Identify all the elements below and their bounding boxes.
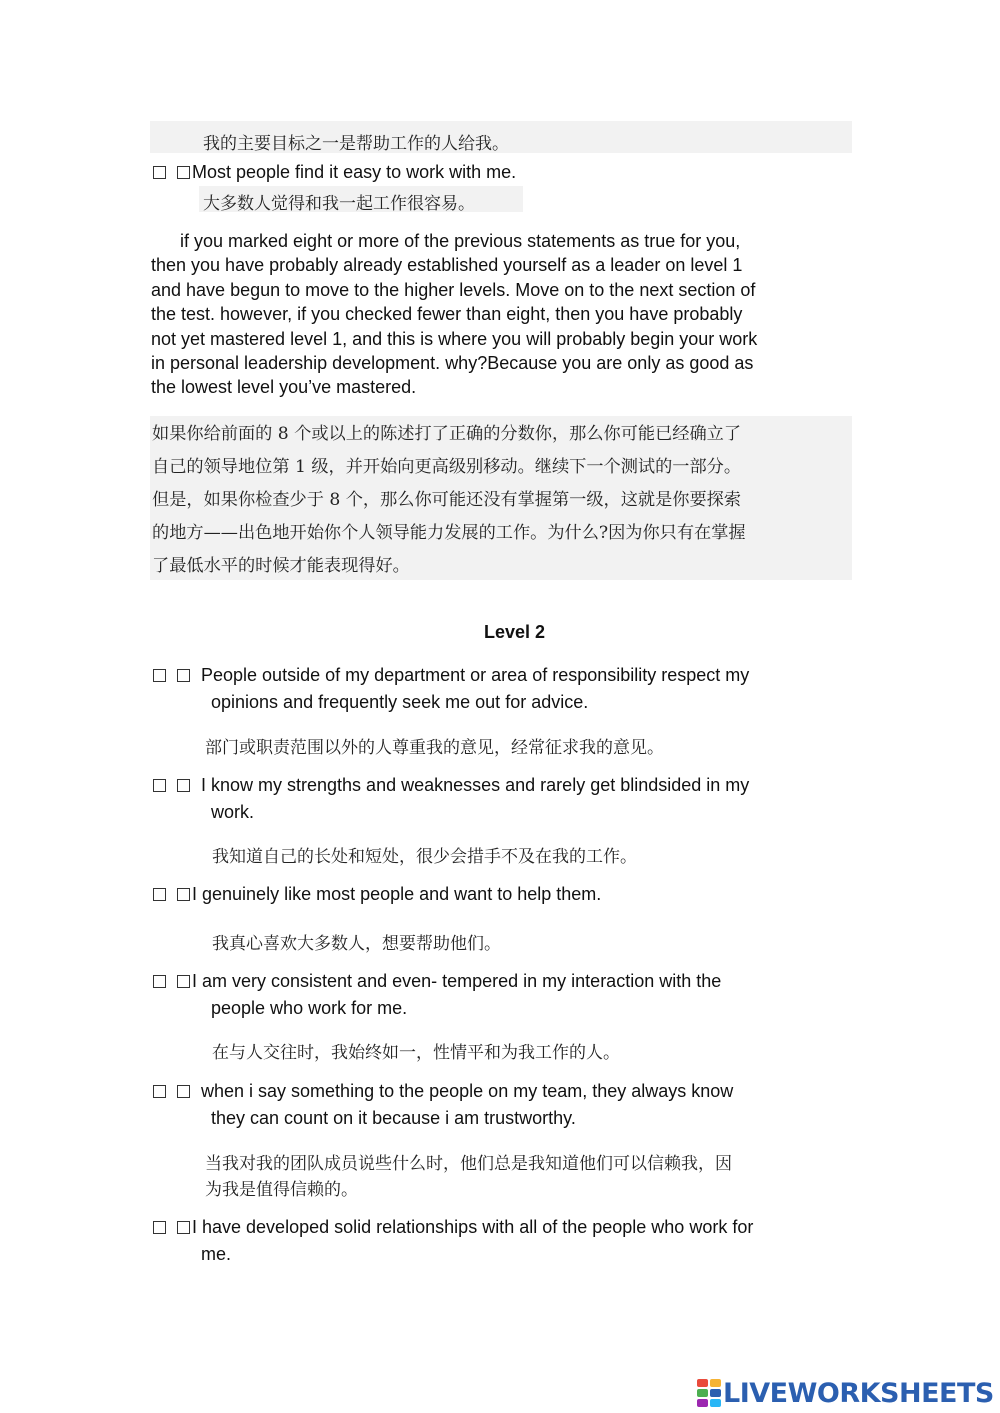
checklist-item bbox=[153, 969, 843, 1020]
checkbox[interactable] bbox=[153, 779, 166, 792]
summary-line: and have begun to move to the higher levels. Move on to the next section of bbox=[151, 279, 756, 300]
item-zh: 我真心喜欢大多数人，想要帮助他们。 bbox=[212, 934, 501, 954]
item-text-line1: I know my strengths and weaknesses and rarely get blindsided in my bbox=[201, 775, 750, 795]
summary-paragraph-en bbox=[151, 229, 841, 400]
checkbox[interactable] bbox=[153, 888, 166, 901]
item-text-line2: work. bbox=[211, 801, 255, 822]
item-text-line1: People outside of my department or area of responsibility respect my bbox=[201, 665, 750, 685]
checkbox[interactable] bbox=[177, 669, 190, 682]
summary-line: then you have probably already established yourself as a leader on level 1 bbox=[151, 255, 743, 276]
top-zh-text: 我的主要目标之一是帮助工作的人给我。 bbox=[203, 134, 509, 154]
item-easy-en: Most people find it easy to work with me. bbox=[192, 162, 517, 182]
summary-zh-line: 的地方——出色地开始你个人领导能力发展的工作。为什么?因为你只有在掌握 bbox=[152, 523, 746, 543]
item-text-line1: I genuinely like most people and want to help them. bbox=[192, 884, 602, 904]
item-zh: 在与人交往时，我始终如一，性情平和为我工作的人。 bbox=[212, 1043, 620, 1063]
checkbox[interactable] bbox=[153, 1221, 166, 1234]
item-zh: 我知道自己的长处和短处，很少会措手不及在我的工作。 bbox=[212, 847, 637, 867]
summary-line: in personal leadership development. why?Because you are only as good as bbox=[151, 353, 754, 374]
item-text-line1: when i say something to the people on my team, they always know bbox=[201, 1081, 734, 1101]
item-text-line2: they can count on it because i am trustworthy. bbox=[211, 1107, 576, 1128]
summary-line: the test. however, if you checked fewer than eight, then you have probably bbox=[151, 304, 743, 325]
checkbox[interactable] bbox=[177, 779, 190, 792]
checkbox[interactable] bbox=[177, 888, 190, 901]
checkbox[interactable] bbox=[153, 669, 166, 682]
item-text-line1: I have developed solid relationships with all of the people who work for bbox=[192, 1217, 754, 1237]
checkbox[interactable] bbox=[153, 1085, 166, 1098]
item-zh-line2: 为我是值得信赖的。 bbox=[205, 1180, 358, 1200]
summary-zh-line: 了最低水平的时候才能表现得好。 bbox=[152, 556, 410, 576]
checkbox[interactable] bbox=[153, 975, 166, 988]
checkbox-2[interactable] bbox=[177, 166, 190, 179]
checklist-item bbox=[153, 663, 843, 714]
checkbox-1[interactable] bbox=[153, 166, 166, 179]
liveworksheets-logo[interactable] bbox=[697, 1377, 994, 1409]
summary-line: the lowest level you’ve mastered. bbox=[151, 377, 417, 398]
summary-paragraph-zh bbox=[150, 416, 852, 580]
summary-zh-line: 但是，如果你检查少于 8 个，那么你可能还没有掌握第一级，这就是你要探索 bbox=[152, 490, 742, 510]
checkbox[interactable] bbox=[177, 975, 190, 988]
summary-zh-line: 如果你给前面的 8 个或以上的陈述打了正确的分数你，那么你可能已经确立了 bbox=[152, 424, 742, 444]
logo-text: LIVEWORKSHEETS bbox=[723, 1377, 994, 1409]
summary-zh-line: 自己的领导地位第 1 级，并开始向更高级别移动。继续下一个测试的一部分。 bbox=[152, 457, 742, 477]
item-zh: 部门或职责范围以外的人尊重我的意见，经常征求我的意见。 bbox=[205, 738, 664, 758]
summary-line: not yet mastered level 1, and this is where you will probably begin your work bbox=[151, 328, 758, 349]
checklist-item bbox=[153, 1215, 843, 1266]
checklist-item bbox=[153, 773, 843, 824]
level-heading: Level 2 bbox=[484, 622, 546, 642]
item-easy-zh: 大多数人觉得和我一起工作很容易。 bbox=[203, 194, 475, 214]
item-text-line2: opinions and frequently seek me out for advice. bbox=[211, 691, 589, 712]
checklist-item-easy bbox=[153, 160, 516, 185]
summary-line: if you marked eight or more of the previous statements as true for you, bbox=[180, 231, 741, 251]
checkbox[interactable] bbox=[177, 1221, 190, 1234]
item-text-line2: me. bbox=[201, 1243, 232, 1264]
checklist-item bbox=[153, 882, 843, 907]
item-text-line2: people who work for me. bbox=[211, 997, 408, 1018]
item-text-line1: I am very consistent and even- tempered in my interaction with the bbox=[192, 971, 722, 991]
checkbox[interactable] bbox=[177, 1085, 190, 1098]
item-zh: 当我对我的团队成员说些什么时，他们总是我知道他们可以信赖我，因 bbox=[205, 1154, 732, 1174]
checklist-item bbox=[153, 1079, 843, 1130]
logo-mark-icon bbox=[697, 1379, 721, 1407]
